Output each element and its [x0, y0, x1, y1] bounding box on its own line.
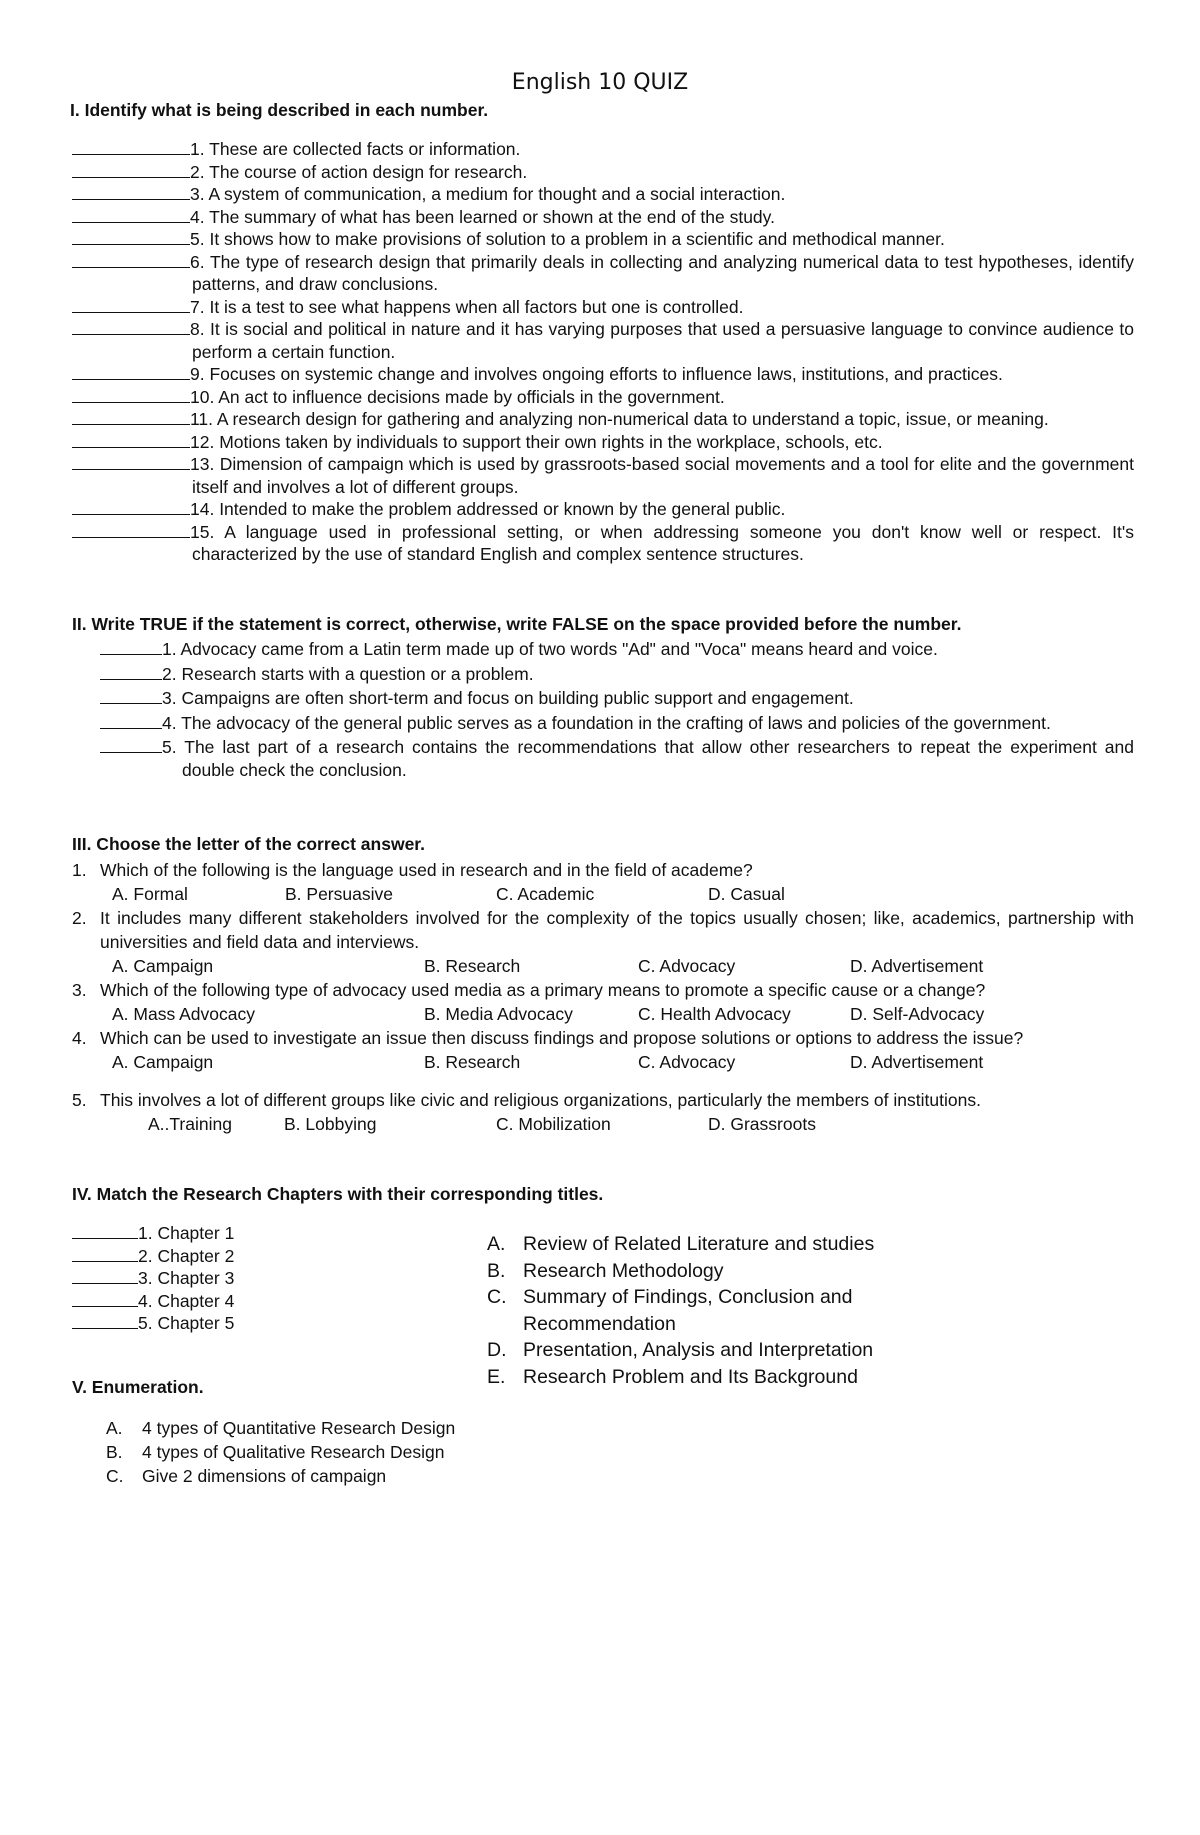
- list-item: 5. It shows how to make provisions of solution to a problem in a scientific and methodical manner.: [72, 228, 1134, 251]
- answer-blank[interactable]: [72, 522, 190, 538]
- list-item: A. 4 types of Quantitative Research Design: [106, 1418, 456, 1438]
- option-a[interactable]: A. Campaign: [112, 1052, 214, 1072]
- section-3-heading: III. Choose the letter of the correct answer.: [72, 834, 426, 854]
- answer-blank[interactable]: [72, 454, 190, 470]
- option-d[interactable]: D. Advertisement: [850, 1052, 984, 1072]
- section-3-questions: [72, 858, 1134, 1136]
- list-item: 2. Research starts with a question or a problem.: [100, 663, 1134, 686]
- section-2-items: [100, 638, 1134, 783]
- option-a[interactable]: A. Campaign: [112, 956, 214, 976]
- page-title: English 10 QUIZ: [511, 70, 689, 95]
- answer-blank[interactable]: [72, 409, 190, 425]
- list-item: 1. Advocacy came from a Latin term made up of two words "Ad" and "Voca" means heard and voice.: [100, 638, 1134, 661]
- question: 2. It includes many different stakeholders involved for the complexity of the topics usually chosen; like, academics, partnership with universities and field data and interviews.: [72, 908, 1134, 952]
- question: 5. This involves a lot of different groups like civic and religious organizations, particularly the members of institutions.: [72, 1090, 981, 1110]
- answer-options: [72, 882, 1134, 906]
- answer-blank[interactable]: [72, 207, 190, 223]
- option-c[interactable]: C. Academic: [496, 884, 595, 904]
- option-b[interactable]: B. Media Advocacy: [424, 1004, 573, 1024]
- section-4-heading: IV. Match the Research Chapters with their corresponding titles.: [72, 1184, 604, 1204]
- option-b[interactable]: B. Research: [424, 1052, 521, 1072]
- question: 4. Which can be used to investigate an issue then discuss findings and propose solutions or options to address the issue?: [72, 1028, 1024, 1048]
- list-item: 4. The advocacy of the general public serves as a foundation in the crafting of laws and policies of the government.: [100, 712, 1134, 735]
- answer-blank[interactable]: [72, 184, 190, 200]
- list-item: 2. The course of action design for research.: [72, 161, 1134, 184]
- option-a[interactable]: A..Training: [148, 1114, 232, 1134]
- option-a[interactable]: A. Mass Advocacy: [112, 1004, 255, 1024]
- answer-options: [72, 1112, 1134, 1136]
- answer-blank[interactable]: [100, 737, 162, 753]
- list-item: 7. It is a test to see what happens when all factors but one is controlled.: [72, 296, 1134, 319]
- enumeration-list: [106, 1416, 606, 1488]
- section-5-heading: V. Enumeration.: [72, 1377, 204, 1397]
- answer-blank[interactable]: [72, 1246, 138, 1262]
- answer-blank[interactable]: [72, 387, 190, 403]
- answer-blank[interactable]: [72, 1268, 138, 1284]
- answer-blank[interactable]: [72, 1223, 138, 1239]
- list-item: 12. Motions taken by individuals to support their own rights in the workplace, schools, etc.: [72, 431, 1134, 454]
- option-a[interactable]: A. Formal: [112, 884, 188, 904]
- answer-options: [72, 954, 1134, 978]
- list-item: 8. It is social and political in nature and it has varying purposes that used a persuasive language to convince audience to perform a certain function.: [72, 318, 1134, 363]
- list-item: 3. A system of communication, a medium for thought and a social interaction.: [72, 183, 1134, 206]
- list-item: 3. Campaigns are often short-term and focus on building public support and engagement.: [100, 687, 1134, 710]
- list-item: 5. The last part of a research contains the recommendations that allow other researchers to repeat the experiment and double check the conclusion.: [100, 736, 1134, 781]
- list-item: 13. Dimension of campaign which is used by grassroots-based social movements and a tool for elite and the government itself and involves a lot of different groups.: [72, 453, 1134, 498]
- answer-blank[interactable]: [72, 297, 190, 313]
- list-item: C. Summary of Findings, Conclusion and Recommendation: [487, 1286, 853, 1335]
- answer-blank[interactable]: [72, 1291, 138, 1307]
- option-b[interactable]: B. Lobbying: [284, 1114, 377, 1134]
- answer-blank[interactable]: [72, 1313, 138, 1329]
- option-b[interactable]: B. Persuasive: [285, 884, 393, 904]
- list-item: 9. Focuses on systemic change and involves ongoing efforts to influence laws, institutions, and practices.: [72, 363, 1134, 386]
- answer-blank[interactable]: [72, 499, 190, 515]
- title-list: [487, 1231, 947, 1390]
- list-item: 15. A language used in professional setting, or when addressing someone you don't know well or respect. It's characterized by the use of standard English and complex sentence structures.: [72, 521, 1134, 566]
- list-item: C. Give 2 dimensions of campaign: [106, 1466, 387, 1486]
- question: 1. Which of the following is the language used in research and in the field of academe?: [72, 860, 753, 880]
- list-item: 14. Intended to make the problem addressed or known by the general public.: [72, 498, 1134, 521]
- list-item: D. Presentation, Analysis and Interpretation: [487, 1339, 874, 1361]
- list-item: 3. Chapter 3: [72, 1267, 452, 1290]
- chapter-list: [72, 1222, 452, 1335]
- section-1-heading: I. Identify what is being described in each number.: [70, 100, 489, 120]
- answer-blank[interactable]: [100, 639, 162, 655]
- list-item: 4. The summary of what has been learned or shown at the end of the study.: [72, 206, 1134, 229]
- answer-blank[interactable]: [100, 664, 162, 680]
- list-item: B. 4 types of Qualitative Research Design: [106, 1442, 445, 1462]
- answer-blank[interactable]: [72, 229, 190, 245]
- option-c[interactable]: C. Health Advocacy: [638, 1004, 791, 1024]
- answer-blank[interactable]: [72, 252, 190, 268]
- option-c[interactable]: C. Mobilization: [496, 1114, 611, 1134]
- list-item: 1. These are collected facts or information.: [72, 138, 1134, 161]
- option-d[interactable]: D. Self-Advocacy: [850, 1004, 985, 1024]
- answer-blank[interactable]: [72, 364, 190, 380]
- list-item: 6. The type of research design that primarily deals in collecting and analyzing numerical data to test hypotheses, identify patterns, and draw conclusions.: [72, 251, 1134, 296]
- answer-blank[interactable]: [100, 688, 162, 704]
- question: 3. Which of the following type of advocacy used media as a primary means to promote a specific cause or a change?: [72, 980, 986, 1000]
- option-d[interactable]: D. Advertisement: [850, 956, 984, 976]
- section-2-heading: II. Write TRUE if the statement is correct, otherwise, write FALSE on the space provided before the number.: [72, 614, 962, 634]
- answer-options: [72, 1002, 1134, 1026]
- answer-blank[interactable]: [72, 139, 190, 155]
- list-item: A. Review of Related Literature and studies: [487, 1233, 875, 1255]
- section-1-items: [72, 138, 1134, 566]
- answer-blank[interactable]: [100, 713, 162, 729]
- option-d[interactable]: D. Grassroots: [708, 1114, 816, 1134]
- answer-blank[interactable]: [72, 162, 190, 178]
- list-item: B. Research Methodology: [487, 1259, 724, 1282]
- answer-blank[interactable]: [72, 432, 190, 448]
- list-item: 2. Chapter 2: [72, 1245, 452, 1268]
- list-item: E. Research Problem and Its Background: [487, 1365, 858, 1388]
- answer-options: [72, 1050, 1134, 1074]
- list-item: 11. A research design for gathering and analyzing non-numerical data to understand a topic, issue, or meaning.: [72, 408, 1134, 431]
- answer-blank[interactable]: [72, 319, 190, 335]
- list-item: 5. Chapter 5: [72, 1312, 452, 1335]
- option-b[interactable]: B. Research: [424, 956, 521, 976]
- list-item: 1. Chapter 1: [72, 1222, 452, 1245]
- option-c[interactable]: C. Advocacy: [638, 956, 736, 976]
- option-d[interactable]: D. Casual: [708, 884, 785, 904]
- option-c[interactable]: C. Advocacy: [638, 1052, 736, 1072]
- list-item: 10. An act to influence decisions made by officials in the government.: [72, 386, 1134, 409]
- list-item: 4. Chapter 4: [72, 1290, 452, 1313]
